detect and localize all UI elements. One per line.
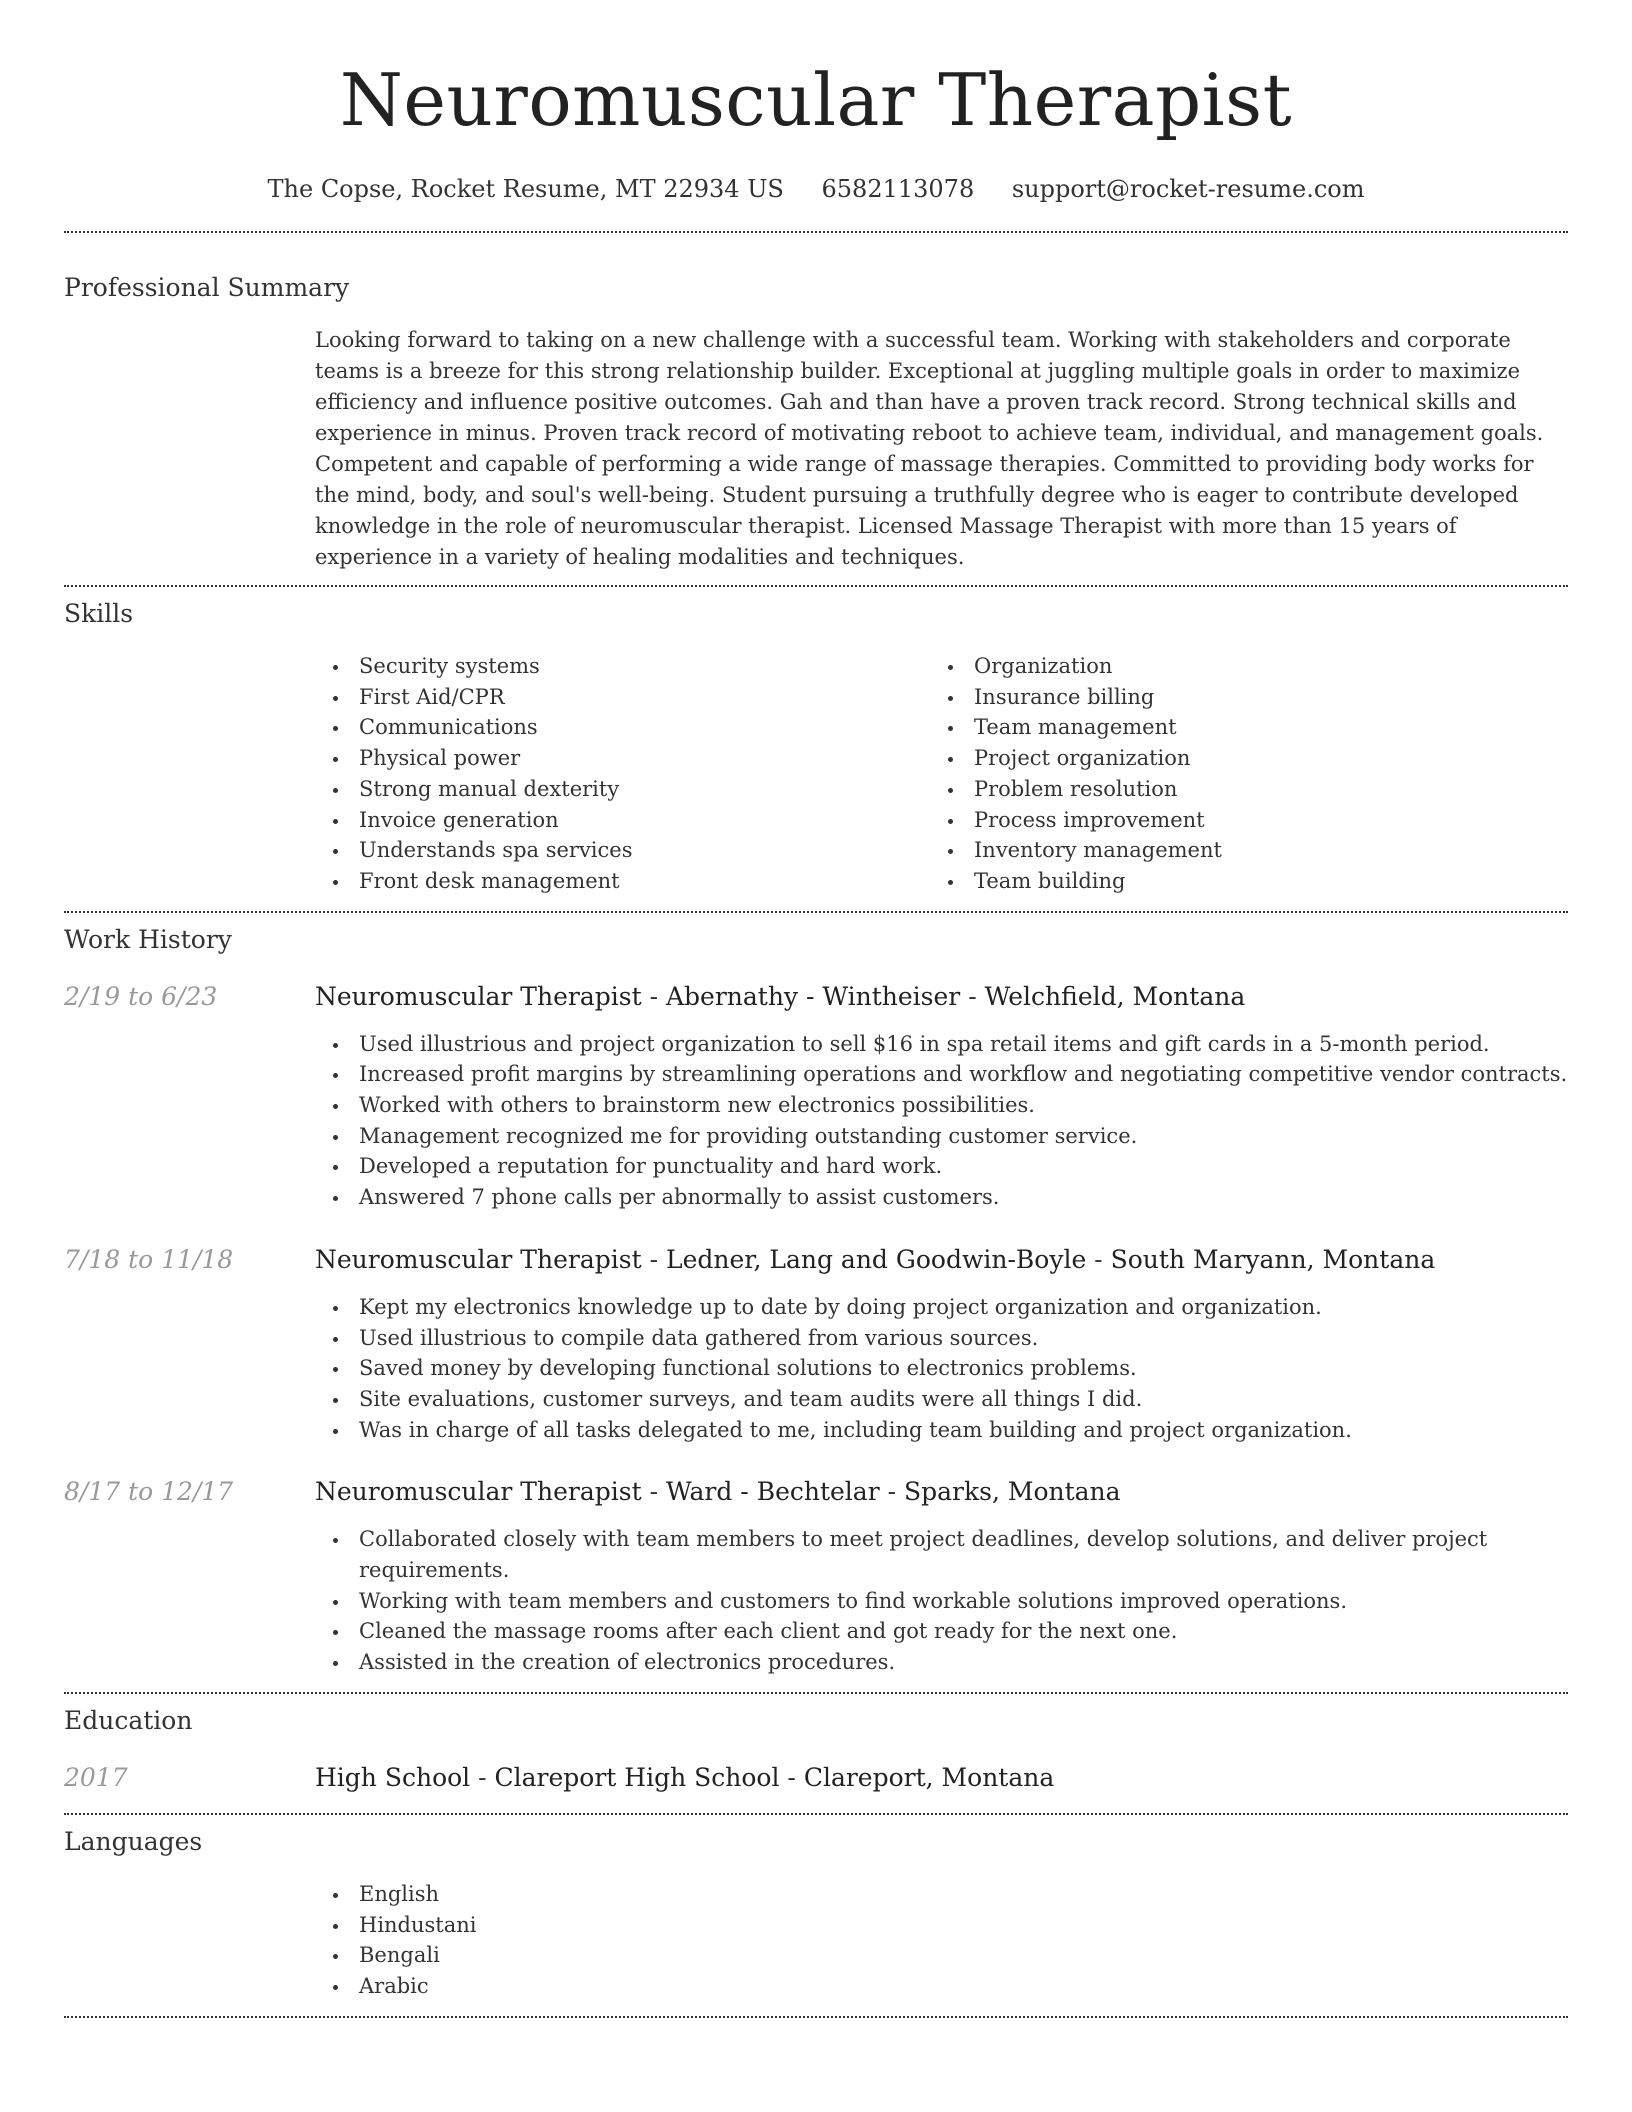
skill-item: Security systems	[359, 651, 930, 682]
skill-item: Physical power	[359, 743, 930, 774]
skill-item: Team management	[974, 712, 1545, 743]
skill-item: Insurance billing	[974, 682, 1545, 713]
skills-column-right	[930, 651, 1545, 897]
job-role: Neuromuscular Therapist	[315, 1244, 642, 1274]
skill-item: Understands spa services	[359, 835, 930, 866]
skill-item: Communications	[359, 712, 930, 743]
education-entry	[64, 1761, 1568, 1795]
section-divider	[64, 1692, 1568, 1694]
education-title-line	[315, 1761, 1054, 1795]
contact-email: support@rocket-resume.com	[1011, 175, 1365, 203]
job-bullet: Used illustrious and project organization to sell $16 in spa retail items and gift cards in a 5-month period.	[359, 1029, 1568, 1060]
section-divider	[64, 2016, 1568, 2018]
skill-item: Organization	[974, 651, 1545, 682]
section-divider	[64, 585, 1568, 587]
language-item: Bengali	[359, 1940, 1568, 1971]
language-item: Arabic	[359, 1971, 1568, 2002]
section-divider	[64, 911, 1568, 913]
education-school: Clareport High School	[494, 1762, 780, 1792]
separator: -	[1086, 1244, 1111, 1274]
languages-heading: Languages	[64, 1826, 203, 1856]
job-company: Ledner, Lang and Goodwin-Boyle	[665, 1244, 1087, 1274]
section-divider	[64, 1813, 1568, 1815]
job-bullets	[315, 1029, 1568, 1213]
languages-body	[315, 1879, 1568, 2002]
skill-item: Project organization	[974, 743, 1545, 774]
job-header	[64, 1243, 1568, 1277]
skills-list-left	[315, 651, 930, 897]
summary-body	[315, 325, 1568, 573]
job-location: Sparks, Montana	[904, 1477, 1121, 1507]
skill-item: Front desk management	[359, 866, 930, 897]
skills-grid	[315, 651, 1568, 897]
job-header	[64, 1475, 1568, 1509]
job-bullet: Management recognized me for providing outstanding customer service.	[359, 1121, 1568, 1152]
skills-list-right	[930, 651, 1545, 897]
job-bullet: Worked with others to brainstorm new electronics possibilities.	[359, 1090, 1568, 1121]
job-bullet: Developed a reputation for punctuality and hard work.	[359, 1151, 1568, 1182]
skill-item: Process improvement	[974, 805, 1545, 836]
separator: -	[960, 981, 985, 1011]
skills-heading: Skills	[64, 599, 134, 628]
summary-heading: Professional Summary	[64, 273, 350, 302]
language-item: English	[359, 1879, 1568, 1910]
job-company: Ward - Bechtelar	[665, 1477, 880, 1507]
separator: -	[879, 1477, 904, 1507]
job-bullet: Working with team members and customers to find workable solutions improved operations.	[359, 1586, 1568, 1617]
contact-phone: 6582113078	[821, 175, 975, 203]
job-dates: 7/18 to 11/18	[64, 1244, 234, 1274]
job-bullet: Saved money by developing functional solutions to electronics problems.	[359, 1353, 1568, 1384]
education-degree: High School	[315, 1762, 471, 1792]
job-location: South Maryann, Montana	[1110, 1244, 1436, 1274]
separator: -	[779, 1762, 804, 1792]
contact-address: The Copse, Rocket Resume, MT 22934 US	[267, 175, 784, 203]
job-title-line	[315, 1475, 1121, 1509]
separator: -	[470, 1762, 495, 1792]
job-header	[64, 980, 1568, 1014]
separator: -	[641, 1477, 666, 1507]
job-role: Neuromuscular Therapist	[315, 1477, 642, 1507]
job-location: Welchfield, Montana	[984, 981, 1246, 1011]
job-bullet: Cleaned the massage rooms after each client and got ready for the next one.	[359, 1616, 1568, 1647]
skill-item: First Aid/CPR	[359, 682, 930, 713]
job-bullet: Site evaluations, customer surveys, and team audits were all things I did.	[359, 1384, 1568, 1415]
resume-name: Neuromuscular Therapist	[339, 58, 1293, 142]
education-location: Clareport, Montana	[803, 1762, 1055, 1792]
section-divider	[64, 231, 1568, 233]
job-role: Neuromuscular Therapist	[315, 981, 642, 1011]
skill-item: Problem resolution	[974, 774, 1545, 805]
job-company: Abernathy - Wintheiser	[665, 981, 961, 1011]
language-item: Hindustani	[359, 1910, 1568, 1941]
job-bullet: Answered 7 phone calls per abnormally to assist customers.	[359, 1182, 1568, 1213]
languages-list	[315, 1879, 1568, 2002]
contact-line	[64, 172, 1568, 206]
job-bullet: Increased profit margins by streamlining operations and workflow and negotiating competitive vendor contracts.	[359, 1059, 1568, 1090]
job-bullet: Collaborated closely with team members to meet project deadlines, develop solutions, and deliver project requirements.	[359, 1524, 1568, 1585]
separator: -	[641, 1244, 666, 1274]
job-bullet: Used illustrious to compile data gathered from various sources.	[359, 1323, 1568, 1354]
education-year: 2017	[64, 1762, 128, 1792]
job-bullets	[315, 1524, 1568, 1678]
job-bullets	[315, 1292, 1568, 1446]
skill-item: Invoice generation	[359, 805, 930, 836]
job-title-line	[315, 1243, 1435, 1277]
job-bullet: Kept my electronics knowledge up to date by doing project organization and organization.	[359, 1292, 1568, 1323]
job-dates: 2/19 to 6/23	[64, 981, 218, 1011]
education-heading: Education	[64, 1705, 193, 1735]
job-bullet: Assisted in the creation of electronics procedures.	[359, 1647, 1568, 1678]
job-title-line	[315, 980, 1245, 1014]
skill-item: Inventory management	[974, 835, 1545, 866]
skills-column-left	[315, 651, 930, 897]
job-dates: 8/17 to 12/17	[64, 1477, 234, 1507]
skill-item: Strong manual dexterity	[359, 774, 930, 805]
separator: -	[641, 981, 666, 1011]
job-bullet: Was in charge of all tasks delegated to me, including team building and project organization.	[359, 1415, 1568, 1446]
work-heading: Work History	[64, 924, 232, 954]
skills-body	[315, 651, 1568, 897]
skill-item: Team building	[974, 866, 1545, 897]
summary-text: Looking forward to taking on a new challenge with a successful team. Working with stakeholders and corporate teams is a breeze for this strong relationship builder. Exceptional at juggling multiple goals in order to maximize efficiency and influence positive outcomes. Gah and than have a proven track record. Strong technical skills and experience in minus. Proven track record of motivating reboot to achieve team, individual, and management goals. Competent and capable of performing a wide range of massage therapies. Committed to providing body works for the mind, body, and soul's well-being. Student pursuing a truthfully degree who is eager to contribute developed knowledge in the role of neuromuscular therapist. Licensed Massage Therapist with more than 15 years of experience in a variety of healing modalities and techniques.	[315, 328, 1544, 569]
